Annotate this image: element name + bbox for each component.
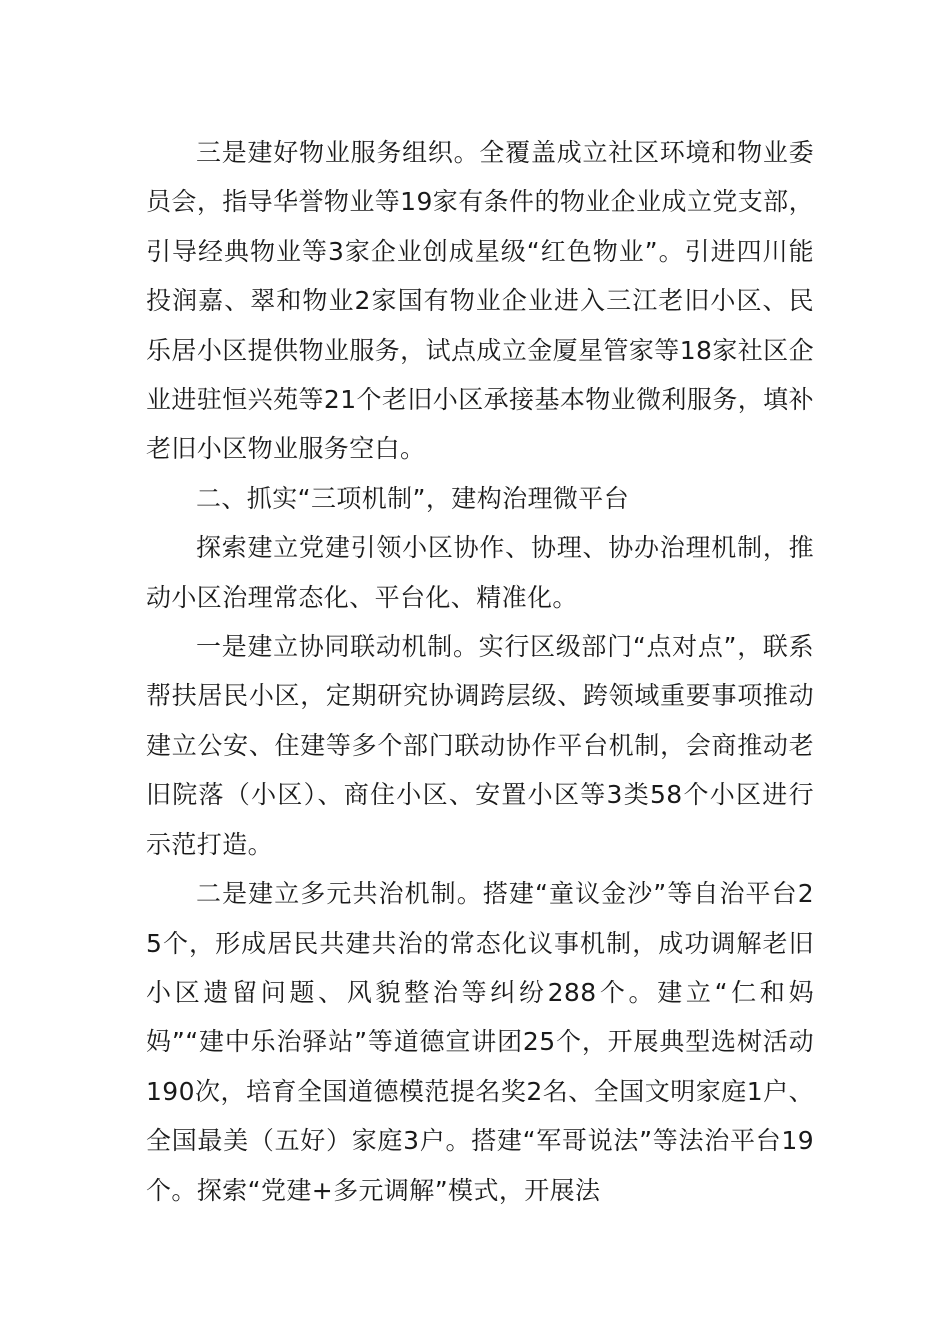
paragraph-coordination-mechanism: 一是建立协同联动机制。实行区级部门“点对点”，联系帮扶居民小区，定期研究协调跨层级、跨领域重要事项推动建立公安、住建等多个部门联动协作平台机制，会商推动老旧院落（小区）、商住小区、安置小区等3类58个小区进行示范打造。 <box>146 632 814 859</box>
paragraph-co-governance-mechanism: 二是建立多元共治机制。搭建“童议金沙”等自治平台25个，形成居民共建共治的常态化议事机制，成功调解老旧小区遗留问题、风貌整治等纠纷288个。建立“仁和妈妈”“建中乐治驿站”等道德宣讲团25个，开展典型选树活动190次，培育全国道德模范提名奖2名、全国文明家庭1户、全国最美（五好）家庭3户。搭建“军哥说法”等法治平台19个。探索“党建+多元调解”模式，开展法 <box>146 879 814 1205</box>
document-body <box>146 128 814 1215</box>
paragraph-section-intro: 探索建立党建引领小区协作、协理、协办治理机制，推动小区治理常态化、平台化、精准化。 <box>146 533 814 612</box>
section-heading: 二、抓实“三项机制”，建构治理微平台 <box>196 483 630 513</box>
paragraph-property-service: 三是建好物业服务组织。全覆盖成立社区环境和物业委员会，指导华誉物业等19家有条件的物业企业成立党支部，引导经典物业等3家企业创成星级“红色物业”。引进四川能投润嘉、翠和物业2家国有物业企业进入三江老旧小区、民乐居小区提供物业服务，试点成立金厦星管家等18家社区企业进驻恒兴苑等21个老旧小区承接基本物业微利服务，填补老旧小区物业服务空白。 <box>146 138 814 464</box>
